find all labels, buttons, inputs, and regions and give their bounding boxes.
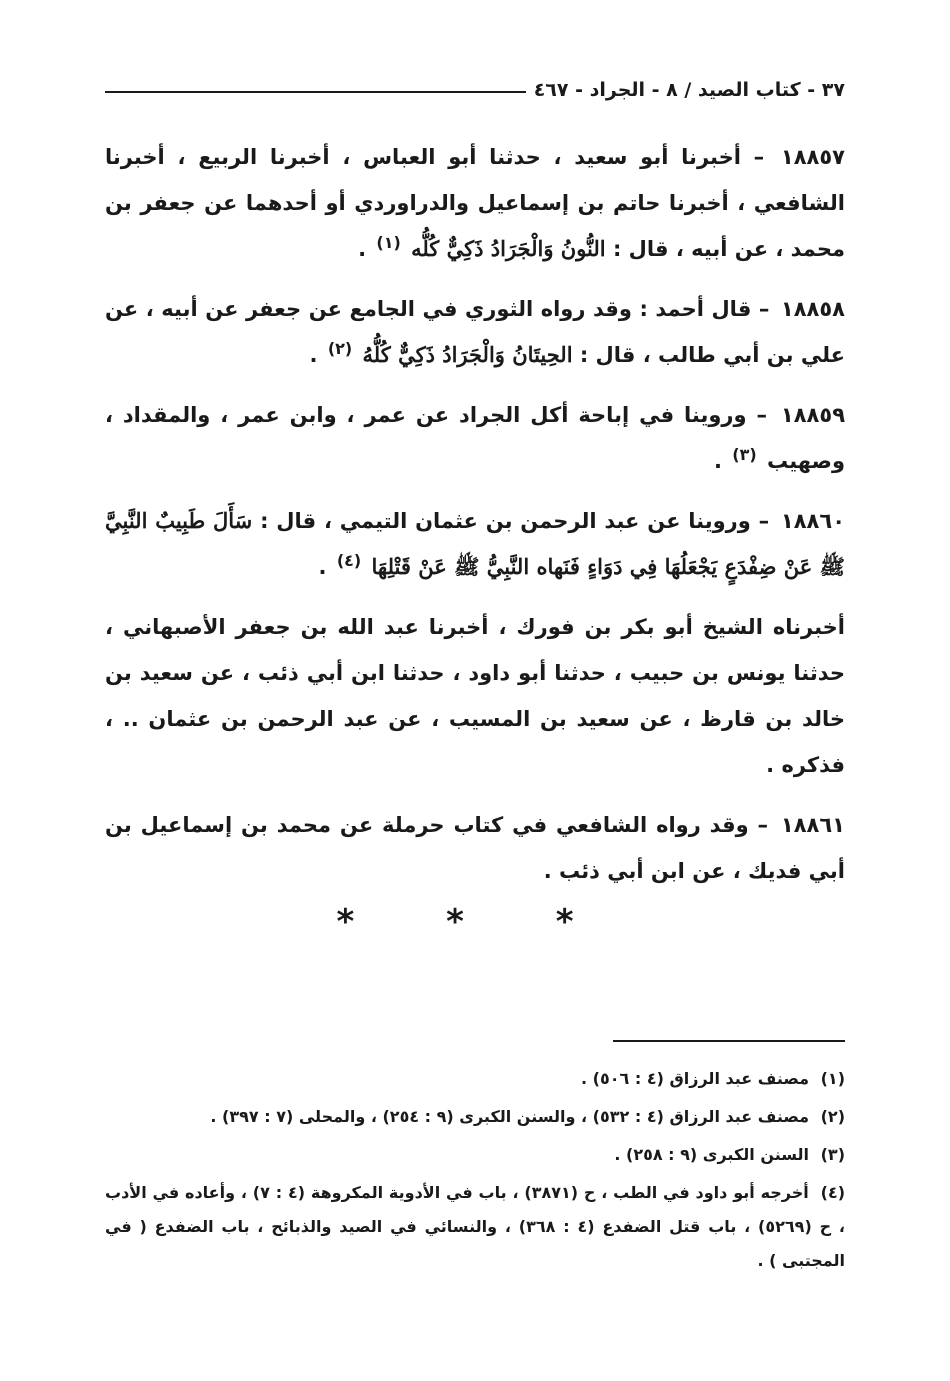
footnote-ref: (٣) [732, 445, 757, 464]
hadith-end: . [713, 449, 722, 473]
hadith-end: . [318, 555, 327, 579]
hadith-number: ١٨٨٦٠ [780, 509, 846, 533]
hadith-text: – وروينا في إباحة أكل الجراد عن عمر ، وابن عمر ، والمقداد ، وصهيب [105, 403, 845, 473]
footnote-rule [613, 1040, 845, 1042]
hadith-text: – أخبرنا أبو سعيد ، حدثنا أبو العباس ، أخبرنا الربيع ، أخبرنا الشافعي ، أخبرنا حاتم بن إسماعيل والدراوردي أو أحدهما عن جعفر بن محمد ، عن أبيه ، قال : [105, 145, 845, 261]
footnote-ref: (٢) [327, 339, 353, 358]
footnote-2 [105, 1100, 845, 1134]
footnote-marker: (٢) [820, 1107, 845, 1126]
header-rule [105, 91, 526, 93]
hadith-quote: سَأَلَ طَبِيبٌ النَّبِيَّ ﷺ عَنْ ضِفْدَعٍ يَجْعَلُهَا فِي دَوَاءٍ فَنَهاه النَّبِيُّ ﷺ عَنْ قَتْلِهَا [105, 508, 845, 579]
footnote-text: مصنف عبد الرزاق (٤ : ٥٠٦) . [581, 1069, 810, 1088]
hadith-number: ١٨٨٥٧ [780, 145, 845, 169]
running-title: ٣٧ - كتاب الصيد / ٨ - الجراد - ٤٦٧ [533, 79, 845, 101]
hadith-18860 [105, 498, 845, 590]
hadith-number: ١٨٨٦١ [780, 813, 845, 837]
running-header [105, 72, 845, 108]
footnote-text: مصنف عبد الرزاق (٤ : ٥٣٢) ، والسنن الكبرى (٩ : ٢٥٤) ، والمحلى (٧ : ٣٩٧) . [210, 1107, 810, 1126]
hadith-end: . [309, 343, 318, 367]
footnote-marker: (١) [820, 1069, 845, 1088]
footnotes [105, 1062, 845, 1282]
footnote-marker: (٣) [820, 1145, 845, 1164]
footnote-text: السنن الكبرى (٩ : ٢٥٨) . [614, 1145, 810, 1164]
footnote-3 [105, 1138, 845, 1172]
section-separator: * * * [336, 902, 614, 942]
hadith-end: . [358, 237, 367, 261]
hadith-quote: النُّونُ وَالْجَرَادُ ذَكِيٌّ كُلُّه [411, 236, 606, 261]
isnad-text: أخبرناه الشيخ أبو بكر بن فورك ، أخبرنا عبد الله بن جعفر الأصبهاني ، حدثنا يونس بن حبيب ، حدثنا أبو داود ، حدثنا ابن أبي ذئب ، عن سعيد بن خالد بن قارظ ، عن سعيد بن المسيب ، عن عبد الرحمن بن عثمان .. ، فذكره . [105, 615, 845, 777]
hadith-18861 [105, 802, 845, 894]
hadith-text: – وقد رواه الشافعي في كتاب حرملة عن محمد بن إسماعيل بن أبي فديك ، عن ابن أبي ذئب . [105, 813, 845, 883]
hadith-18858 [105, 286, 845, 378]
footnote-ref: (١) [376, 233, 401, 252]
footnote-ref: (٤) [336, 551, 362, 570]
hadith-quote: الحِيتَانُ وَالْجَرَادُ ذَكِيٌّ كُلُّهُ [362, 342, 573, 367]
hadith-number: ١٨٨٥٩ [780, 403, 846, 427]
footnote-1 [105, 1062, 845, 1096]
hadith-18857 [105, 134, 845, 272]
main-text [105, 134, 845, 908]
hadith-text: – قال أحمد : وقد رواه الثوري في الجامع عن جعفر عن أبيه ، عن علي بن أبي طالب ، قال : [105, 297, 845, 367]
footnote-text: أخرجه أبو داود في الطب ، ح (٣٨٧١) ، باب في الأدوية المكروهة (٤ : ٧) ، وأعاده في الأدب ، ح (٥٢٦٩) ، باب قتل الضفدع (٤ : ٣٦٨) ، والنسائي في الصيد والذبائح ، باب الضفدع ( في المجتبى ) . [105, 1183, 846, 1270]
hadith-text: – وروينا عن عبد الرحمن بن عثمان التيمي ، قال : [260, 509, 770, 533]
book-page [105, 72, 845, 1362]
footnote-marker: (٤) [820, 1183, 846, 1202]
hadith-number: ١٨٨٥٨ [780, 297, 845, 321]
isnad-paragraph [105, 604, 845, 788]
hadith-18859 [105, 392, 845, 484]
footnote-4 [105, 1176, 845, 1278]
